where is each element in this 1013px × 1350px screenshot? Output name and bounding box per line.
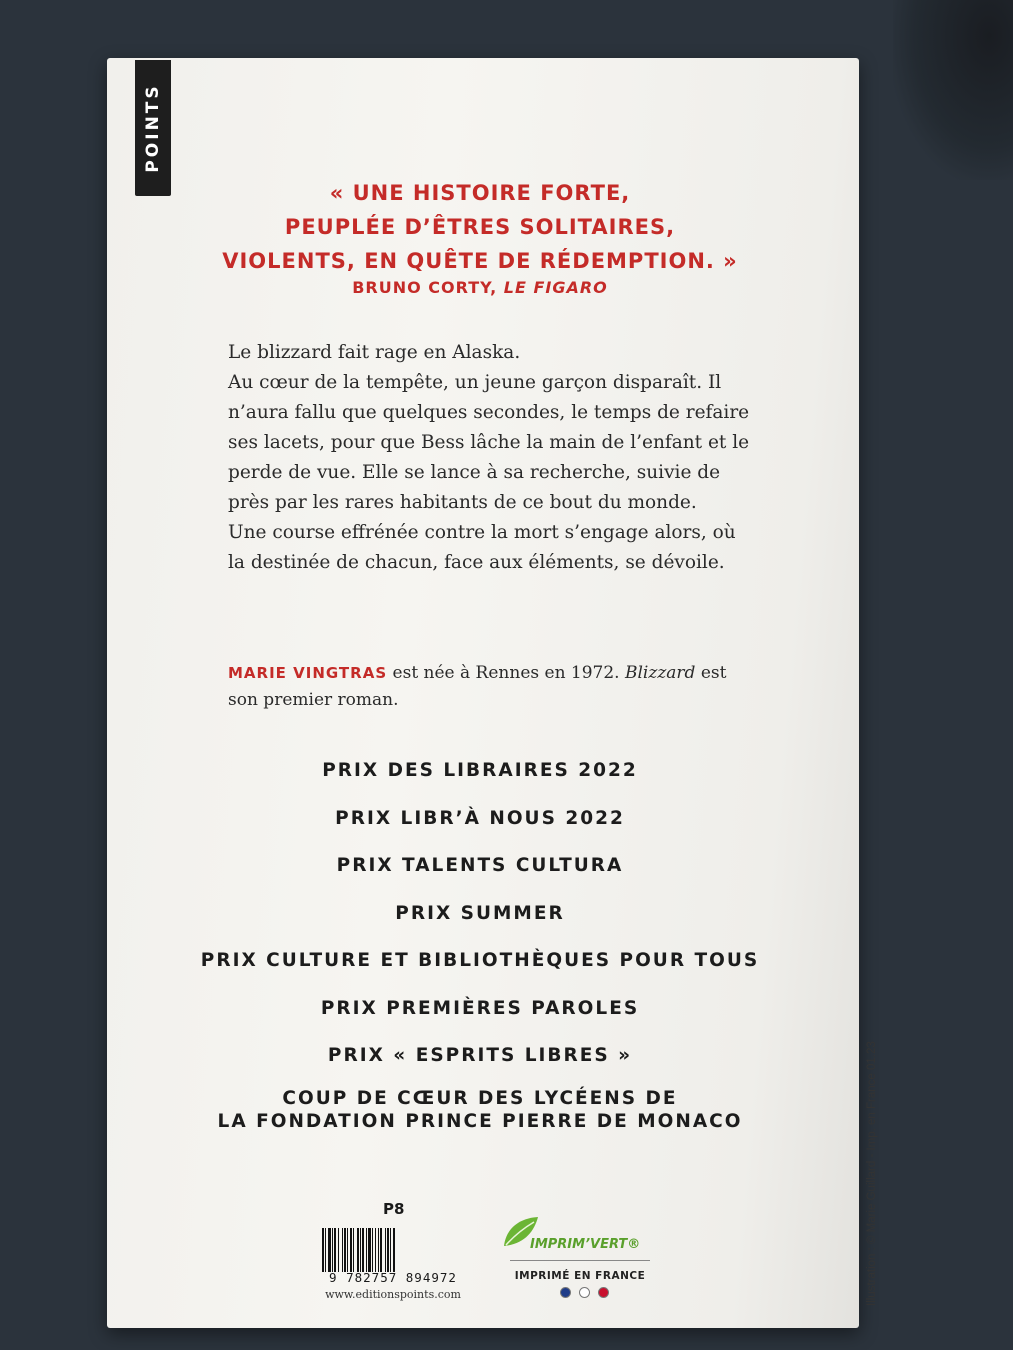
bio-text: est son premier roman.	[228, 663, 727, 710]
quote-line: VIOLENTS, EN QUÊTE DE RÉDEMPTION. »	[222, 249, 738, 273]
bio-text: est née à Rennes en 1972.	[387, 663, 625, 683]
price-code: P8	[383, 1200, 405, 1218]
prize-item: PRIX SUMMER	[395, 902, 565, 924]
publisher-tab	[135, 60, 171, 196]
color-dot	[560, 1287, 571, 1298]
publisher-website: www.editionspoints.com	[325, 1288, 461, 1301]
prize-item: PRIX « ESPRITS LIBRES »	[327, 1045, 633, 1066]
illustration-credit: Illustration : © Marie Guillard - Imp. en France 01.23	[866, 1041, 878, 1306]
prize-list	[140, 756, 820, 1135]
divider	[510, 1260, 650, 1261]
coup-de-coeur-line: COUP DE CŒUR DES LYCÉENS DE	[282, 1087, 678, 1109]
summary-paragraph: Le blizzard fait rage en Alaska.	[228, 342, 521, 363]
summary-paragraph: Au cœur de la tempête, un jeune garçon disparaît. Il n’aura fallu que quelques secondes, le temps de refaire ses lacets, pour que Bess lâche la main de l’enfant et le perde de vue. Elle se lance à sa recherche, suivie de près par les rares habitants de ce bout du monde.	[228, 372, 750, 513]
publisher-tab-label: POINTS	[143, 83, 163, 173]
quote-source-outlet: LE FIGARO	[503, 278, 608, 297]
color-dot	[598, 1287, 609, 1298]
imprim-vert-logo	[498, 1214, 658, 1304]
tricolor-dots	[560, 1287, 609, 1298]
imprim-vert-label: IMPRIM’VERT®	[530, 1237, 641, 1252]
isbn-number: 9 782757 894972	[329, 1270, 457, 1285]
prize-item: PRIX LIBR’À NOUS 2022	[335, 807, 625, 829]
prize-item: PRIX PREMIÈRES PAROLES	[320, 997, 640, 1019]
color-dot	[579, 1287, 590, 1298]
printed-in-france: IMPRIMÉ EN FRANCE	[514, 1270, 646, 1282]
prize-item: PRIX CULTURE ET BIBLIOTHÈQUES POUR TOUS	[200, 950, 760, 971]
press-quote	[200, 176, 760, 278]
prize-item: PRIX TALENTS CULTURA	[336, 855, 624, 876]
quote-source-name: BRUNO CORTY,	[352, 278, 498, 297]
author-bio	[228, 660, 758, 714]
quote-line: « UNE HISTOIRE FORTE,	[329, 181, 631, 205]
author-name: MARIE VINGTRAS	[228, 664, 388, 682]
barcode	[322, 1228, 464, 1272]
background-cloth	[893, 0, 1013, 180]
quote-line: PEUPLÉE D’ÊTRES SOLITAIRES,	[284, 215, 676, 239]
barcode-bar	[395, 1228, 396, 1272]
summary-paragraph: Une course effrénée contre la mort s’engage alors, où la destinée de chacun, face aux éléments, se dévoile.	[228, 522, 736, 573]
coup-de-coeur-line: LA FONDATION PRINCE PIERRE DE MONACO	[217, 1110, 743, 1132]
book-summary	[228, 338, 758, 578]
quote-source	[200, 278, 760, 297]
book-title: Blizzard	[625, 663, 696, 683]
prize-item: PRIX DES LIBRAIRES 2022	[322, 760, 638, 781]
